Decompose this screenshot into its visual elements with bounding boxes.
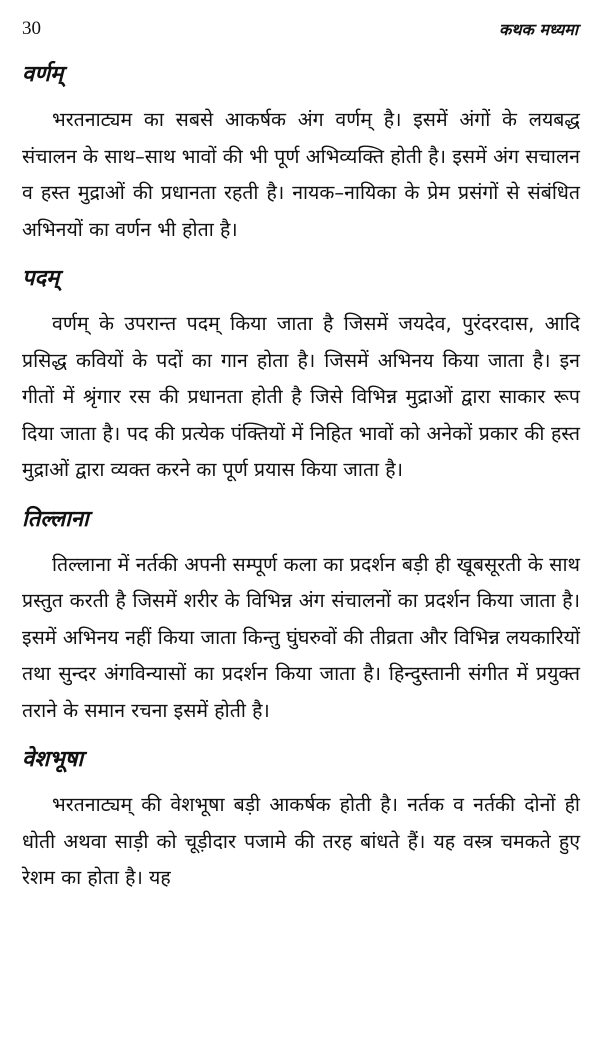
section-paragraph: तिल्लाना में नर्तकी अपनी सम्पूर्ण कला का प्रदर्शन बड़ी ही खूबसूरती के साथ प्रस्तुत करती है जिसमें शरीर के विभिन्न अंग संचालनों का प्रदर्शन किया जाता है। इसमें अभिनय नहीं किया जाता किन्तु घुंघरुवों की तीव्रता और विभिन्न लयकारियों तथा सुन्दर अंगविन्यासों का प्रदर्शन किया जाता है। हिन्दुस्तानी संगीत में प्रयुक्त तराने के समान रचना इसमें होती है। <box>22 552 580 722</box>
section-heading: पदम् <box>22 266 60 291</box>
running-title: कथक मध्यमा <box>499 20 578 39</box>
page-number: 30 <box>22 18 41 39</box>
section-tillana <box>22 503 580 730</box>
section-heading: वर्णम् <box>22 62 64 87</box>
page-header <box>22 18 578 48</box>
section-padam <box>22 262 580 489</box>
section-paragraph: वर्णम् के उपरान्त पदम् किया जाता है जिसमें जयदेव, पुरंदरदास, आदि प्रसिद्ध कवियों के पदों का गान होता है। जिसमें अभिनय किया जाता है। इन गीतों में श्रृंगार रस की प्रधानता होती है जिसे विभिन्न मुद्राओं द्वारा साकार रूप दिया जाता है। पद की प्रत्येक पंक्तियों में निहित भावों को अनेकों प्रकार की हस्त मुद्राओं द्वारा व्यक्त करने का पूर्ण प्रयास किया जाता है। <box>22 312 580 481</box>
section-paragraph: भरतनाट्यम् की वेशभूषा बड़ी आकर्षक होती है। नर्तक व नर्तकी दोनों ही धोती अथवा साड़ी को चूड़ीदार पजामे की तरह बांधते हैं। यह वस्त्र चमकते हुए रेशम का होता है। यह <box>22 793 580 889</box>
page-body <box>22 58 580 911</box>
section-heading: तिल्लाना <box>22 506 89 532</box>
section-veshbhusha <box>22 743 580 897</box>
section-varnam <box>22 58 580 248</box>
section-heading: वेशभूषा <box>22 747 84 772</box>
section-paragraph: भरतनाट्यम का सबसे आकर्षक अंग वर्णम् है। इसमें अंगों के लयबद्ध संचालन के साथ–साथ भावों की भी पूर्ण अभिव्यक्ति होती है। इसमें अंग सचालन व हस्त मुद्राओं की प्रधानता रहती है। नायक–नायिका के प्रेम प्रसंगों से संबंधित अभिनयों का वर्णन भी होता है। <box>22 108 580 241</box>
